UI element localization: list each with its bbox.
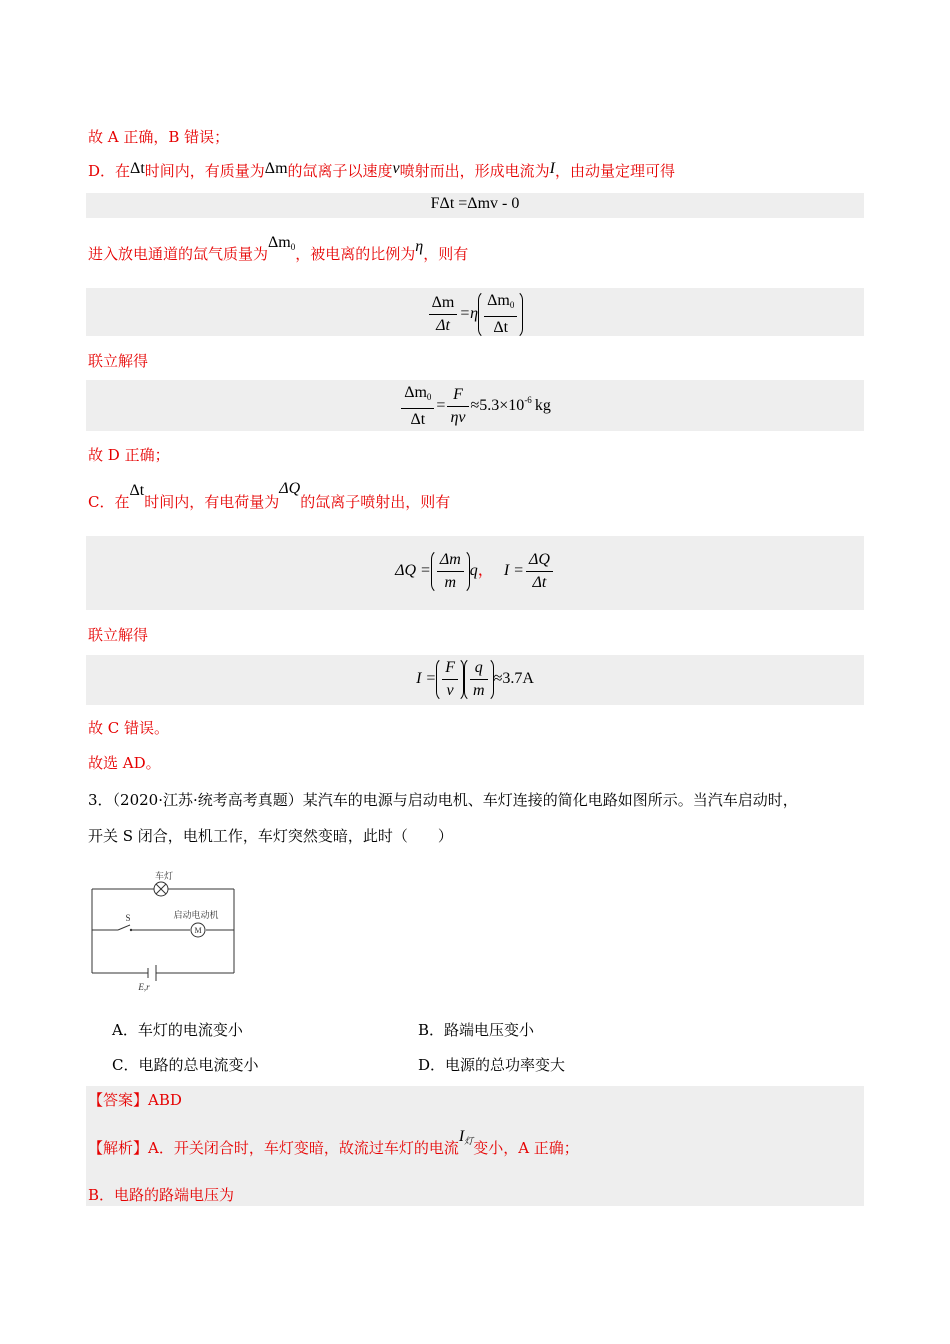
motor-symbol: M: [194, 926, 202, 935]
equation-current-result: I = $\frac{F}{v}$ $\frac{q}{m}$ ≈3.7A: [86, 657, 864, 702]
text-a-correct: 故 A 正确，B 错误；: [88, 128, 230, 146]
text-joint-solve-2: 联立解得: [88, 626, 149, 644]
text-d-correct: 故 D 正确；: [88, 446, 170, 464]
text-c-intro: C．在Δt时间内，有电荷量为ΔQ的氙离子喷射出，则有: [88, 480, 451, 511]
equation-band-2: [86, 288, 864, 336]
question-line-2: 开关 S 闭合，电机工作，车灯突然变暗，此时（ ）: [88, 827, 453, 845]
sym-delta-m: Δm: [264, 160, 288, 177]
circuit-diagram: [88, 868, 248, 998]
text-gas-mass: 进入放电通道的氙气质量为$\Delta m_0$，被电离的比例为η，则有: [88, 234, 469, 263]
option-c: C．电路的总电流变小: [112, 1056, 259, 1074]
sym-eta: η: [415, 238, 424, 255]
switch-label: S: [125, 913, 131, 923]
text-joint-solve-1: 联立解得: [88, 352, 149, 370]
equation-ionization-ratio: $\frac{\Delta m}{\Delta t}$ =η $\frac{\Delta m_0}{\Delta t}$: [86, 290, 864, 339]
analysis-line-b: B．电路的路端电压为: [88, 1186, 235, 1204]
sym-delta-t: Δt: [130, 160, 145, 177]
analysis-line-a: 【解析】A．开关闭合时，车灯变暗，故流过车灯的电流$I_灯$变小，A 正确；: [88, 1128, 579, 1157]
question-line-1: 3．（2020·江苏·统考高考真题）某汽车的电源与启动电机、车灯连接的简化电路如图所示。当汽车启动时，: [88, 791, 798, 809]
equation-charge-current: ΔQ = $\frac{\Delta m}{m}$ q， I = $\frac{\Delta Q}{\Delta t}$: [86, 549, 864, 594]
sym-delta-m0: $\Delta m_0$: [268, 234, 296, 252]
option-b: B．路端电压变小: [418, 1021, 535, 1039]
equation-momentum: FΔt =Δmv - 0: [430, 195, 520, 212]
sym-v: v: [392, 160, 400, 177]
lamp-icon: [154, 882, 168, 896]
battery-label: E,r: [138, 982, 150, 992]
option-a: A．车灯的电流变小: [112, 1021, 243, 1039]
text-c-wrong: 故 C 错误。: [88, 719, 170, 737]
equation-band-1: [86, 193, 864, 218]
answer-label: 【答案】ABD: [88, 1091, 182, 1109]
sym-I: I: [549, 160, 555, 177]
option-d: D．电源的总功率变大: [418, 1056, 566, 1074]
motor-label: 启动电动机: [173, 911, 219, 921]
sym-delta-q: ΔQ: [279, 480, 301, 497]
equation-band-5: [86, 655, 864, 705]
sym-delta-t-c: Δt: [129, 482, 145, 499]
equation-band-3: [86, 380, 864, 431]
text-d-intro: D．在Δt时间内，有质量为Δm的氙离子以速度v喷射而出，形成电流为I，由动量定理可得: [88, 160, 675, 180]
lamp-label: 车灯: [154, 872, 174, 882]
equation-mass-rate: $\frac{\Delta m_0}{\Delta t}$ = $\frac{F}{\eta v}$ $\approx 5.3\times 10^{-6}$ kg: [86, 383, 864, 430]
equation-band-4: [86, 536, 864, 610]
sym-I-lamp: $I_灯$: [458, 1128, 474, 1147]
text-choose-ad: 故选 AD。: [88, 754, 161, 772]
